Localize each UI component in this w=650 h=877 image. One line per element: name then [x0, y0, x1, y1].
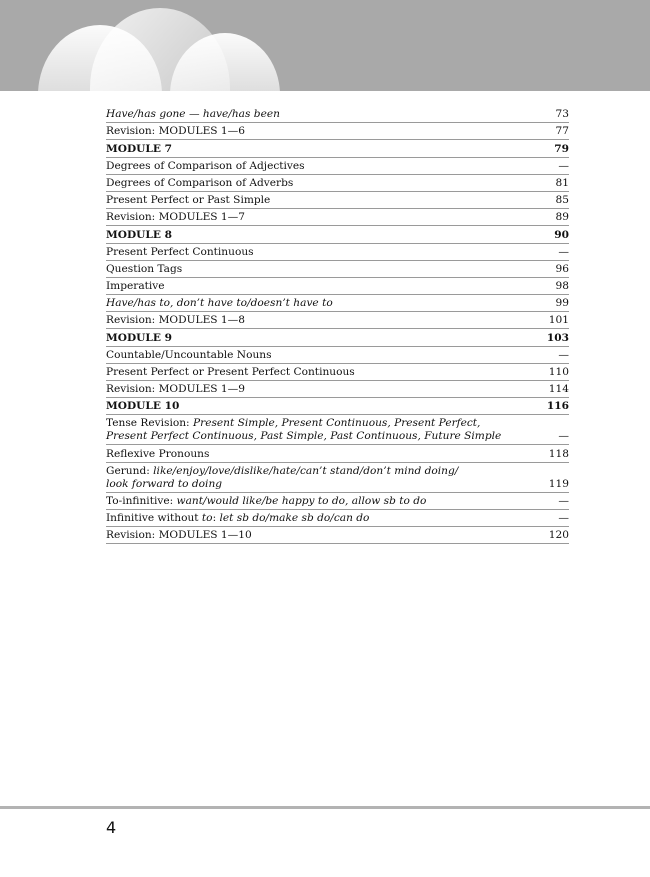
table-of-contents	[106, 106, 569, 544]
toc-entry-title	[106, 465, 541, 491]
decorative-petals-graphic	[0, 0, 650, 91]
toc-entry-text: :	[212, 511, 220, 524]
toc-entry-text: Reflexive Pronouns	[106, 447, 210, 460]
toc-page-number: —	[558, 159, 569, 172]
toc-page-number: 120	[548, 529, 569, 542]
toc-entry-title	[106, 125, 541, 138]
toc-entry-text: Present Perfect Continuous	[106, 245, 254, 258]
toc-entry-text: to	[201, 511, 213, 524]
footer-rule	[0, 806, 650, 809]
toc-page-number: 79	[554, 142, 569, 155]
toc-page-number: 81	[555, 176, 569, 189]
toc-entry-text: Infinitive without	[106, 511, 202, 524]
toc-row	[106, 398, 569, 415]
toc-entry-text: Revision: MODULES 1—7	[106, 211, 246, 224]
toc-entry-text: MODULE 9	[106, 331, 172, 344]
toc-entry-text: Revision: MODULES 1—10	[106, 529, 252, 542]
toc-row	[106, 192, 569, 209]
toc-entry-text: want/would like/be happy to do, allow sb to do	[176, 494, 427, 507]
toc-entry-text: Degrees of Comparison of Adjectives	[106, 159, 305, 172]
toc-entry-title	[106, 349, 541, 362]
toc-entry-text: Countable/Uncountable Nouns	[106, 348, 272, 361]
toc-entry-text: Present Perfect Continuous, Past Simple, Past Continuous, Future Simple	[106, 430, 502, 443]
toc-entry-text: Revision: MODULES 1—6	[106, 125, 246, 138]
toc-entry-text: Have/has gone — have/has been	[106, 108, 280, 121]
toc-entry-text: Have/has to, don’t have to/doesn’t have to	[106, 297, 333, 310]
toc-row	[106, 415, 569, 445]
toc-page-number: —	[558, 245, 569, 258]
toc-row	[106, 312, 569, 329]
toc-row	[106, 347, 569, 364]
toc-entry-text: Present Perfect or Present Perfect Continuous	[106, 366, 355, 378]
toc-entry-title	[106, 194, 541, 207]
toc-row	[106, 244, 569, 261]
toc-row	[106, 226, 569, 243]
toc-row	[106, 295, 569, 312]
toc-page-number: 90	[554, 228, 569, 241]
toc-row	[106, 209, 569, 226]
toc-entry-text: Imperative	[106, 280, 165, 293]
toc-entry-text: MODULE 10	[106, 400, 180, 413]
toc-entry-text: Present Perfect or Past Simple	[106, 194, 271, 207]
toc-entry-title	[106, 211, 541, 224]
toc-row	[106, 158, 569, 175]
toc-page-number: 101	[548, 314, 569, 327]
toc-page-number: 96	[555, 262, 569, 275]
toc-row	[106, 123, 569, 140]
toc-page-number: 98	[555, 280, 569, 293]
toc-page-number: 89	[555, 211, 569, 224]
toc-row	[106, 493, 569, 510]
toc-row	[106, 278, 569, 295]
toc-page-number: —	[558, 494, 569, 507]
toc-row	[106, 106, 569, 123]
toc-entry-title	[106, 297, 541, 310]
toc-page-number: 103	[546, 331, 569, 344]
toc-entry-title	[106, 495, 541, 508]
toc-row	[106, 527, 569, 544]
toc-page-number: 73	[555, 108, 569, 121]
page-number: 4	[106, 818, 117, 837]
toc-entry-text: Degrees of Comparison of Adverbs	[106, 176, 294, 189]
toc-entry-title	[106, 263, 541, 276]
toc-entry-title	[106, 512, 541, 525]
toc-entry-title	[106, 160, 541, 173]
toc-row	[106, 329, 569, 346]
toc-entry-text: let sb do/make sb do/can do	[219, 511, 370, 524]
toc-page-number: 119	[548, 477, 569, 490]
toc-entry-title	[106, 400, 541, 413]
toc-page-number: 118	[548, 447, 569, 460]
toc-entry-text: Present Simple, Present Continuous, Present Perfect,	[193, 417, 481, 430]
toc-page-number: 114	[548, 383, 569, 396]
toc-row	[106, 381, 569, 398]
toc-entry-title	[106, 366, 541, 379]
toc-entry-text: MODULE 7	[106, 142, 172, 155]
toc-row	[106, 175, 569, 192]
toc-row	[106, 510, 569, 527]
toc-entry-text: Revision: MODULES 1—8	[106, 314, 246, 327]
toc-page-number: —	[558, 511, 569, 524]
toc-page-number: 85	[555, 194, 569, 207]
toc-entry-text: Question Tags	[106, 262, 183, 275]
toc-entry-title	[106, 229, 541, 242]
toc-page-number: 116	[546, 400, 569, 413]
toc-entry-title	[106, 143, 541, 156]
toc-entry-title	[106, 177, 541, 190]
toc-entry-title	[106, 280, 541, 293]
header-band	[0, 0, 650, 91]
toc-entry-text: Revision: MODULES 1—9	[106, 383, 246, 396]
toc-page-number: —	[558, 430, 569, 443]
toc-entry-title	[106, 246, 541, 259]
toc-row	[106, 463, 569, 493]
toc-entry-text: To-infinitive:	[106, 494, 177, 507]
toc-entry-text: look forward to doing	[106, 477, 223, 490]
toc-entry-text: Gerund:	[106, 464, 154, 477]
toc-entry-title	[106, 314, 541, 327]
toc-entry-title	[106, 529, 541, 542]
toc-entry-text: MODULE 8	[106, 228, 172, 241]
toc-page-number: 110	[548, 366, 569, 378]
toc-entry-text: Tense Revision:	[106, 417, 193, 430]
toc-page-number: 77	[555, 125, 569, 138]
toc-row	[106, 140, 569, 157]
toc-entry-title	[106, 383, 541, 396]
toc-row	[106, 445, 569, 462]
toc-page-number: —	[558, 348, 569, 361]
toc-page-number: 99	[555, 297, 569, 310]
toc-entry-title	[106, 417, 541, 443]
toc-entry-title	[106, 108, 541, 121]
toc-row	[106, 261, 569, 278]
toc-entry-title	[106, 448, 541, 461]
toc-row	[106, 364, 569, 381]
toc-entry-title	[106, 332, 541, 345]
toc-entry-text: like/enjoy/love/dislike/hate/can’t stand/don’t mind doing/	[153, 464, 459, 477]
